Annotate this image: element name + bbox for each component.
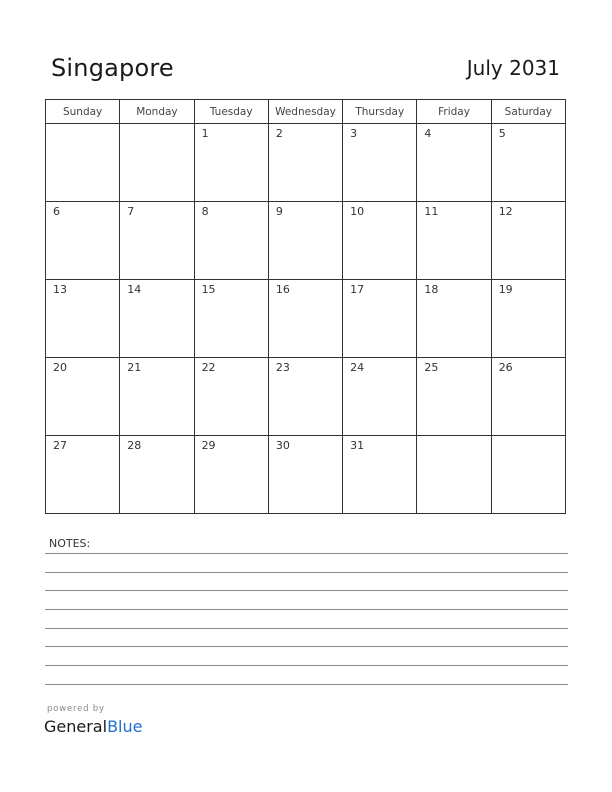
day-number: 15: [201, 283, 216, 296]
note-line: [45, 665, 568, 666]
day-cell: [491, 358, 565, 436]
day-cell: [268, 358, 342, 436]
week-row: [46, 280, 566, 358]
day-number: 14: [127, 283, 142, 296]
day-cell: [491, 280, 565, 358]
day-cell: [194, 280, 268, 358]
day-number: [492, 436, 565, 439]
weekday-friday: Friday: [417, 100, 491, 124]
week-row: [46, 202, 566, 280]
day-number: 31: [350, 439, 365, 452]
day-cell: [46, 202, 120, 280]
weekday-monday: Monday: [120, 100, 194, 124]
week-row: [46, 436, 566, 514]
day-cell: [120, 436, 194, 514]
day-cell: [343, 436, 417, 514]
day-number: 19: [498, 283, 513, 296]
day-number: [417, 436, 490, 439]
day-cell: [417, 280, 491, 358]
day-cell: [46, 280, 120, 358]
day-number: 3: [350, 127, 358, 140]
notes-label: NOTES:: [49, 537, 91, 550]
weekday-sunday: Sunday: [46, 100, 120, 124]
day-number: 8: [201, 205, 209, 218]
day-cell: [491, 436, 565, 514]
day-number: 22: [201, 361, 216, 374]
day-cell: [46, 358, 120, 436]
day-number: 12: [498, 205, 513, 218]
day-number: [46, 124, 119, 127]
day-number: 27: [53, 439, 67, 452]
day-cell: [343, 280, 417, 358]
note-line: [45, 646, 568, 647]
note-line: [45, 628, 568, 629]
day-number: 2: [275, 127, 283, 140]
day-number: 9: [275, 205, 283, 218]
day-cell: [268, 202, 342, 280]
day-cell: [194, 436, 268, 514]
day-cell: [343, 202, 417, 280]
day-cell: [194, 202, 268, 280]
day-number: 30: [275, 439, 290, 452]
day-number: 24: [350, 361, 365, 374]
day-number: 21: [127, 361, 142, 374]
day-number: 26: [498, 361, 513, 374]
note-line: [45, 684, 568, 685]
day-number: 7: [127, 205, 135, 218]
day-cell: [120, 124, 194, 202]
day-cell: [46, 436, 120, 514]
day-cell: [417, 202, 491, 280]
day-number: 17: [350, 283, 365, 296]
note-line: [45, 572, 568, 573]
week-row: [46, 124, 566, 202]
weekday-saturday: Saturday: [491, 100, 565, 124]
page-title: Singapore: [51, 54, 174, 82]
day-cell: [120, 202, 194, 280]
day-cell: [343, 124, 417, 202]
day-cell: [120, 280, 194, 358]
day-number: 20: [53, 361, 67, 374]
day-cell: [491, 124, 565, 202]
weekday-tuesday: Tuesday: [194, 100, 268, 124]
day-cell: [268, 124, 342, 202]
day-cell: [268, 280, 342, 358]
day-number: 29: [201, 439, 216, 452]
day-number: 1: [201, 127, 209, 140]
brand-logo: [44, 717, 142, 736]
weekday-header-row: [46, 100, 566, 124]
day-number: 25: [424, 361, 439, 374]
day-cell: [417, 358, 491, 436]
powered-by-text: powered by: [47, 704, 105, 714]
day-cell: [194, 358, 268, 436]
note-line: [45, 609, 568, 610]
day-number: 18: [424, 283, 439, 296]
weekday-wednesday: Wednesday: [268, 100, 342, 124]
day-number: 28: [127, 439, 142, 452]
note-line: [45, 553, 568, 554]
day-number: 23: [275, 361, 290, 374]
day-cell: [343, 358, 417, 436]
calendar-grid: [45, 99, 566, 514]
day-cell: [120, 358, 194, 436]
brand-general-text: General: [44, 717, 108, 736]
day-number: 16: [275, 283, 290, 296]
day-cell: [417, 436, 491, 514]
day-number: [120, 124, 193, 127]
day-number: 4: [424, 127, 432, 140]
day-number: 10: [350, 205, 365, 218]
day-number: 11: [424, 205, 439, 218]
day-cell: [417, 124, 491, 202]
day-cell: [46, 124, 120, 202]
day-cell: [268, 436, 342, 514]
week-row: [46, 358, 566, 436]
day-cell: [194, 124, 268, 202]
day-number: 6: [53, 205, 60, 218]
month-label: July 2031: [466, 56, 560, 80]
brand-blue-text: Blue: [107, 717, 143, 736]
day-number: 5: [498, 127, 506, 140]
weekday-thursday: Thursday: [343, 100, 417, 124]
day-cell: [491, 202, 565, 280]
day-number: 13: [53, 283, 67, 296]
note-line: [45, 590, 568, 591]
